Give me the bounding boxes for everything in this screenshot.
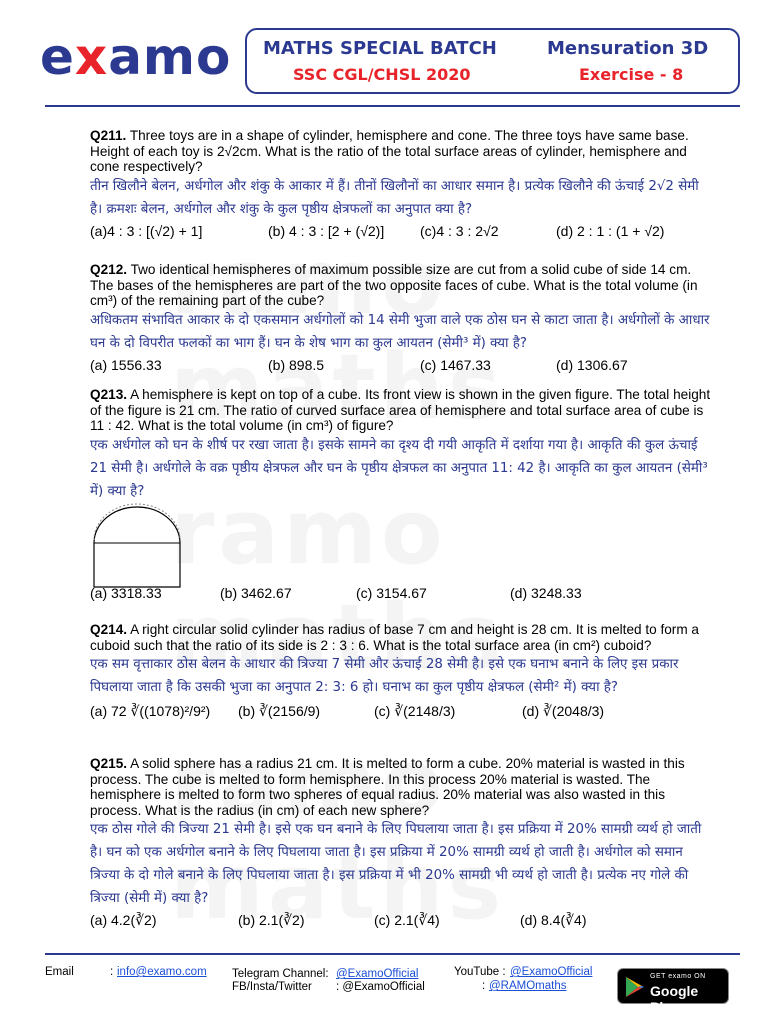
exam-title: SSC CGL/CHSL 2020 [293,65,471,84]
email-colon: : [110,966,114,978]
gplay-get-text: GET examo ON [650,973,706,980]
email-label: Email [45,966,74,978]
options [90,910,715,932]
option-a: (a) 4.2(∛2) [90,912,157,929]
option-a: (a) 3318.33 [90,584,162,601]
youtube-label: YouTube : [454,966,506,978]
option-b: (b) ∛(2156/9) [238,703,321,720]
question-text-hi: तीन खिलौने बेलन, अर्धगोल और शंकु के आकार में हैं। तीनों खिलौनों का आधार समान है। प्रत्येक खिलौने की ऊंचाई 2√2 सेमी है। क्रमशः बेलन, अर्धगोल और शंकु के कुल पृष्ठीय क्षेत्रफलों का अनुपात क्या है? [90,178,699,217]
question-number: Q215. [90,756,128,771]
question-number: Q213. [90,387,128,402]
telegram-link[interactable]: @ExamoOfficial [336,968,419,980]
hemisphere-on-cube-figure [90,503,715,583]
option-c: (c) ∛(2148/3) [374,703,456,720]
options [90,355,715,377]
question-number: Q212. [90,262,128,277]
option-c: (c) 2.1(∛4) [374,912,440,929]
option-b: (b) 4 : 3 : [2 + (√2)] [268,222,385,239]
ramo-colon: : [482,980,486,992]
option-b: (b) 2.1(∛2) [238,912,305,929]
fb-label: FB/Insta/Twitter [232,981,312,993]
question-215 [90,756,715,932]
header-divider [45,105,740,107]
option-c: (c)4 : 3 : 2√2 [420,222,499,239]
topic-title: Mensuration 3D [547,38,709,59]
youtube-link[interactable]: @ExamoOfficial [510,966,593,978]
telegram-label: Telegram Channel: [232,968,329,980]
ramo-link[interactable]: @RAMOmaths [489,980,567,992]
option-a: (a) 72 ∛((1078)²/9²) [90,703,211,720]
option-d: (d) 1306.67 [556,356,628,373]
question-212 [90,262,715,377]
question-text-hi: एक अर्धगोल को घन के शीर्ष पर रखा जाता है। इसके सामने का दृश्य दी गयी आकृति में दर्शाया गया है। आकृति की कुल ऊंचाई 21 सेमी है। अर्धगोले के वक्र पृष्ठीय क्षेत्रफल और घन के पृष्ठीय क्षेत्रफल का अनुपात 11: 42 है। आकृति का कुल आयतन (सेमी³ में) क्या है? [90,437,708,499]
option-c: (c) 1467.33 [420,356,491,373]
email-link[interactable]: info@examo.com [117,966,207,978]
question-text-en: A hemisphere is kept on top of a cube. Its front view is shown in the given figure. The total height of the figure is 21 cm. The ratio of curved surface area of hemisphere and total surface area of cube is 11 : 42. What is the total volume (in cm³) of figure? [90,387,711,434]
option-b: (b) 3462.67 [220,584,292,601]
options [90,699,715,739]
page-footer [0,958,768,1024]
gplay-store-text: Google Play [650,983,699,1015]
examo-logo: examo [40,28,232,86]
options [90,583,715,605]
google-play-badge[interactable] [617,968,729,1015]
question-214 [90,622,715,739]
option-a: (a) 1556.33 [90,356,162,373]
option-b: (b) 898.5 [268,356,325,373]
question-211 [90,128,715,243]
option-d: (d) 2 : 1 : (1 + √2) [556,222,665,239]
question-number: Q214. [90,622,128,637]
question-text-en: A solid sphere has a radius 21 cm. It is melted to form a cube. 20% material is wasted in this process. The cube is melted to form hemisphere. In this process 20% material is wasted. The hemisphere is melted to form two spheres of equal radius. 20% material was also wasted in this process. What is the radius (in cm) of each new sphere? [90,756,685,818]
question-text-en: A right circular solid cylinder has radius of base 7 cm and height is 28 cm. It is melted to form a cuboid such that the ratio of its side is 2 : 3 : 6. What is the total surface area (in cm²) cuboid? [90,622,699,653]
exercise-title: Exercise - 8 [579,65,684,84]
title-box [245,28,740,94]
option-d: (d) ∛(2048/3) [522,703,605,720]
option-c: (c) 3154.67 [356,584,427,601]
batch-title: MATHS SPECIAL BATCH [263,38,497,59]
page-header [0,0,768,110]
question-text-hi: अधिकतम संभावित आकार के दो एकसमान अर्धगोलों को 14 सेमी भुजा वाले एक ठोस घन से काटा जाता है। अर्धगोलों के आधार घन के दो विपरीत फलकों का भाग हैं। घन के शेष भाग का कुल आयतन (सेमी³ में) क्या है? [90,312,710,351]
footer-divider [45,953,740,955]
question-text-en: Three toys are in a shape of cylinder, hemisphere and cone. The three toys have same base. Height of each toy is 2√2cm. What is the ratio of the total surface areas of cylinder, hemisphere and cone respectively? [90,128,689,175]
google-play-icon [626,977,644,997]
option-d: (d) 3248.33 [510,584,582,601]
option-a: (a)4 : 3 : [(√2) + 1] [90,222,203,239]
fb-handle: : @ExamoOfficial [336,981,425,993]
question-text-hi: एक ठोस गोले की त्रिज्या 21 सेमी है। इसे एक घन बनाने के लिए पिघलाया जाता है। इस प्रक्रिया में 20% सामग्री व्यर्थ हो जाती है। घन को एक अर्धगोल बनाने के लिए पिघलाया जाता है। इस प्रक्रिया में 20% सामग्री व्यर्थ हो जाती है। अर्धगोल को समान त्रिज्या के दो गोले बनाने के लिए पिघलाया जाता है। इस प्रक्रिया में भी 20% सामग्री भी व्यर्थ हो जाती है। प्रत्येक नए गोले की त्रिज्या (सेमी में) क्या है? [90,822,702,907]
option-d: (d) 8.4(∛4) [520,912,587,929]
question-213 [90,387,715,605]
question-text-hi: एक सम वृत्ताकार ठोस बेलन के आधार की त्रिज्या 7 सेमी और ऊंचाई 28 सेमी है। इसे एक घनाभ बनाने के लिए इस प्रकार पिघलाया जाता है कि उसकी भुजा का अनुपात 2: 3: 6 हो। घनाभ का कुल पृष्ठीय क्षेत्रफल (सेमी² में) क्या है? [90,657,679,696]
question-number: Q211. [90,128,127,143]
options [90,221,715,243]
question-text-en: Two identical hemispheres of maximum possible size are cut from a solid cube of side 14 cm. The bases of the hemispheres are part of the two opposite faces of cube. What is the total volume (in cm³) of the remaining part of the cube? [90,262,698,309]
